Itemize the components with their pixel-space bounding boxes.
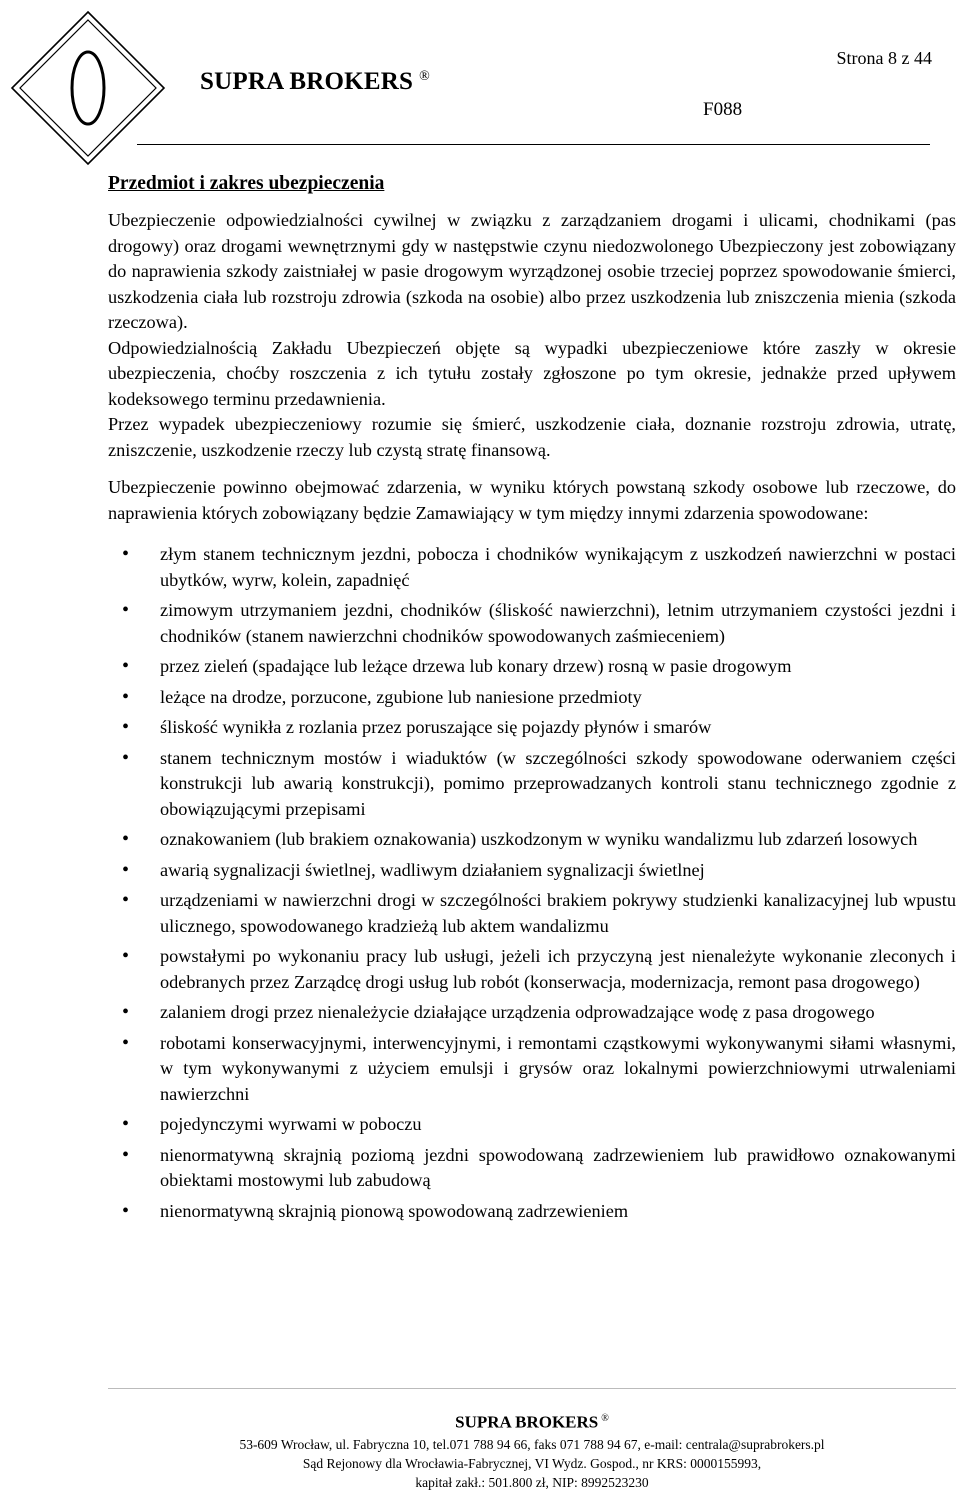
footer-brand <box>108 1407 956 1435</box>
list-item: • leżące na drodze, porzucone, zgubione lub naniesione przedmioty <box>108 685 956 711</box>
section-title: Przedmiot i zakres ubezpieczenia <box>108 173 385 194</box>
list-item: • zimowym utrzymaniem jezdni, chodników (śliskość nawierzchni), letnim utrzymaniem czystości jezdni i chodników (stanem nawierzchni chodników spowodowanych zaśmieceniem) <box>108 598 956 649</box>
events-list <box>108 542 956 1224</box>
footer-address: 53-609 Wrocław, ul. Fabryczna 10, tel.071 788 94 66, faks 071 788 94 67, e-mail: centrala@suprabrokers.pl <box>239 1436 825 1452</box>
form-code: F088 <box>703 99 743 120</box>
header-divider <box>137 144 930 145</box>
list-item: • powstałymi po wykonaniu pracy lub usługi, jeżeli ich przyczyną jest nienależyte wykonanie zleconych i odebranych przez Zarządcę drogi usług lub robót (konserwacja, modernizacja, remont pasa drogowego) <box>108 944 956 995</box>
footer-brand-text: SUPRA BROKERS <box>455 1412 599 1432</box>
paragraph-scope: Ubezpieczenie odpowiedzialności cywilnej w związku z zarządzaniem drogami i ulicami, chodnikami (pas drogowy) oraz drogami wewnętrznymi gdy w następstwie czynu niedozwolonego Ubezpieczony jest zobowiązany do naprawienia szkody zaistniałej w pasie drogowym wyrządzonej osobie trzeciej poprzez spowodowanie śmierci, uszkodzenia ciała lub rozstroju zdrowia (szkoda na osobie) albo przez uszkodzenia lub zniszczenia mienia (szkoda rzeczowa). <box>108 210 956 332</box>
page-number: Strona 8 z 44 <box>836 48 932 68</box>
list-item: • śliskość wynikła z rozlania przez poruszające się pojazdy płynów i smarów <box>108 715 956 741</box>
footer-capital-nip: kapitał zakł.: 501.800 zł, NIP: 8992523230 <box>415 1474 649 1490</box>
footer-divider <box>108 1388 956 1389</box>
document-body <box>108 170 956 1229</box>
header-brand-text: SUPRA BROKERS <box>200 68 414 95</box>
list-item: • nienormatywną skrajnią poziomą jezdni spowodowaną zadrzewieniem lub prawidłowo oznakowanymi obiektami mostowymi lub zabudową <box>108 1143 956 1194</box>
list-item: • zalaniem drogi przez nienależycie działające urządzenia odprowadzające wodę z pasa drogowego <box>108 1000 956 1026</box>
list-item: • stanem technicznym mostów i wiaduktów (w szczególności szkody spowodowane oderwaniem części konstrukcji lub awarią konstrukcji), pomimo przeprowadzanych kontroli stanu technicznego zgodnie z obowiązującymi przepisami <box>108 746 956 823</box>
paragraph-liability: Odpowiedzialnością Zakładu Ubezpieczeń objęte są wypadki ubezpieczeniowe które zaszły w okresie ubezpieczenia, choćby roszczenia z ich tytułu zostały zgłoszone po tym okresie, jednakże przed upływem kodeksowego terminu przedawnienia. <box>108 337 956 409</box>
list-item: • awarią sygnalizacji świetlnej, wadliwym działaniem sygnalizacji świetlnej <box>108 858 956 884</box>
list-item: • oznakowaniem (lub brakiem oznakowania) uszkodzonym w wyniku wandalizmu lub zdarzeń losowych <box>108 827 956 853</box>
list-item: • przez zieleń (spadające lub leżące drzewa lub konary drzew) rosną w pasie drogowym <box>108 654 956 680</box>
list-item: • robotami konserwacyjnymi, interwencyjnymi, i remontami cząstkowymi wykonywanymi siłami własnymi, w tym wykonywanymi z użyciem emulsji i grysów oraz lokalnymi powierzchniowymi utrwaleniami nawierzchni <box>108 1031 956 1108</box>
list-item: • złym stanem technicznym jezdni, pobocza i chodników wynikającym z uszkodzeń nawierzchni w postaci ubytków, wyrw, kolein, zapadnięć <box>108 542 956 593</box>
footer <box>108 1407 956 1492</box>
paragraph-events-intro: Ubezpieczenie powinno obejmować zdarzenia, w wyniku których powstaną szkody osobowe lub rzeczowe, do naprawienia których zobowiązany będzie Zamawiający w tym między innymi zdarzenia spowodowane: <box>108 477 956 523</box>
footer-court-registry: Sąd Rejonowy dla Wrocławia-Fabrycznej, VI Wydz. Gospod., nr KRS: 0000155993, <box>302 1455 762 1471</box>
list-item: • nienormatywną skrajnią pionową spowodowaną zadrzewieniem <box>108 1199 956 1225</box>
list-item: • pojedynczymi wyrwami w poboczu <box>108 1112 956 1138</box>
paragraph-definition: Przez wypadek ubezpieczeniowy rozumie się śmierć, uszkodzenie ciała, doznanie rozstroju zdrowia, utratę, zniszczenie, uszkodzenie rzeczy lub czystą stratę finansową. <box>108 414 956 460</box>
header-brand <box>200 68 430 96</box>
list-item: • urządzeniami w nawierzchni drogi w szczególności brakiem pokrywy studzienki kanalizacyjnej lub wpustu ulicznego, spowodowanego kradzieżą lub aktem wandalizmu <box>108 888 956 939</box>
footer-brand-registered-mark: ® <box>601 1413 609 1424</box>
header-brand-registered-mark: ® <box>419 68 430 84</box>
